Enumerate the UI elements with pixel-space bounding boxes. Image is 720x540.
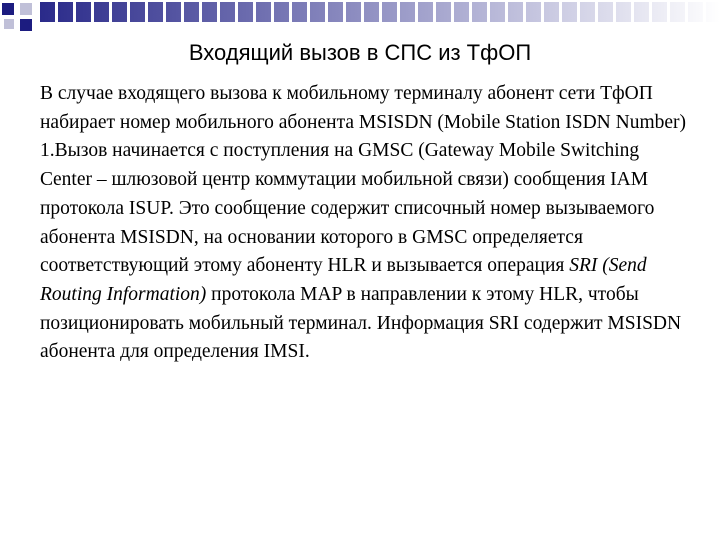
slide-body [40,80,690,367]
gradient-bar [40,2,720,22]
intro-paragraph: В случае входящего вызова к мобильному терминалу абонент сети ТфОП набирает номер мобильного абонента MSISDN (Mobile Station ISDN Number) [40,83,687,133]
header-decoration [0,0,720,40]
corner-square-2 [20,3,32,15]
step-1-paragraph [40,137,690,367]
slide-title: Входящий вызов в СПС из ТфОП [188,40,532,65]
step-1-text-start: 1.Вызов начинается с поступления на GMSC (Gateway Mobile Switching Center – шлюзовой центр коммутации мобильной связи) сообщения IAM протокола ISUP. Это сообщение содержит списочный номер вызываемого абонента MSISDN, на основании которого в GMSC определяется соответствующий этому абоненту HLR и вызывается операция [40,140,655,277]
corner-square-3 [4,19,14,29]
sri-term: SRI (Send Routing Information) [40,255,647,305]
step-1-text-end: протокола MAP в направлении к этому HLR, чтобы позиционировать мобильный терминал. Информация SRI содержит MSISDN абонента для определения IMSI. [40,283,682,363]
corner-square-4 [20,19,32,31]
corner-square-1 [2,3,14,15]
